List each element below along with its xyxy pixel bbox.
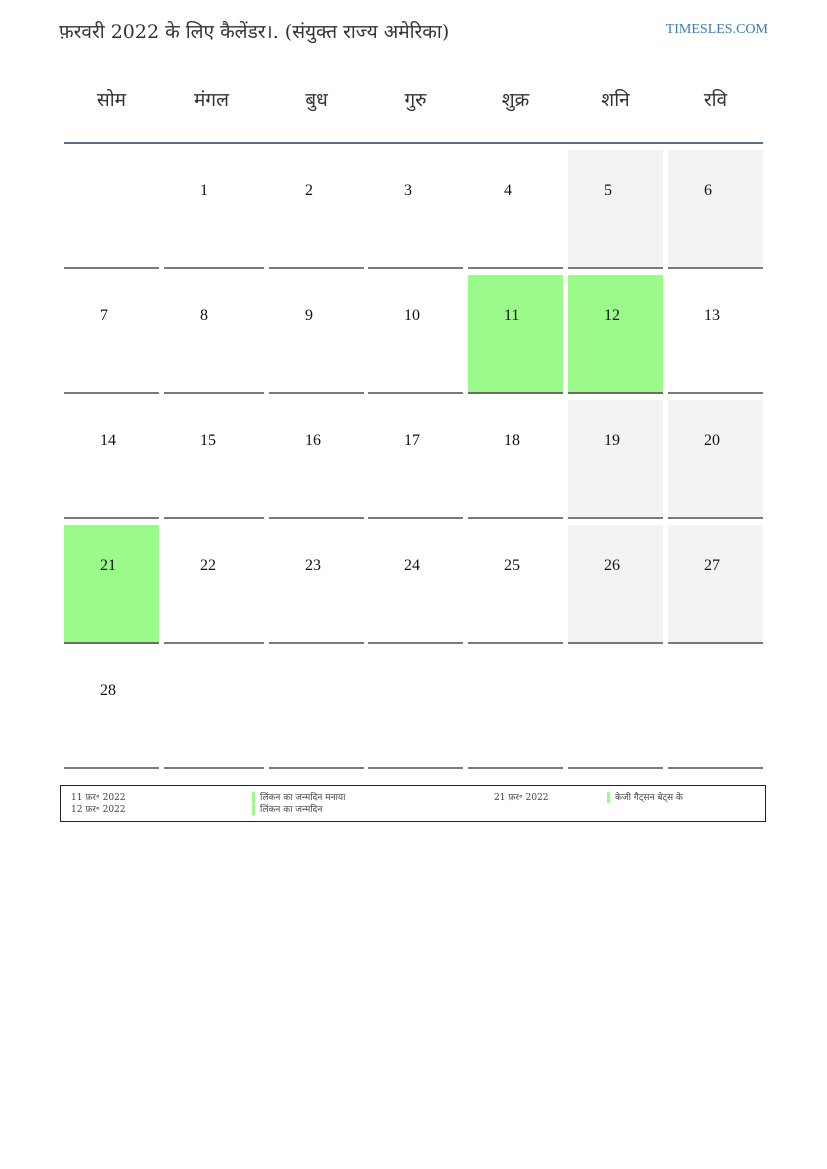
legend-date: 12 फ़र॰ 2022 <box>71 805 126 815</box>
holiday-color-swatch <box>252 792 255 803</box>
day-number: 19 <box>604 432 620 449</box>
calendar-empty-cell <box>269 650 364 769</box>
calendar-empty-cell <box>64 150 159 269</box>
calendar-day-cell[interactable] <box>468 150 563 269</box>
calendar-day-cell[interactable] <box>668 150 763 269</box>
calendar-day-cell[interactable] <box>269 400 364 519</box>
day-number: 14 <box>100 432 116 449</box>
day-number: 17 <box>404 432 420 449</box>
calendar-day-cell[interactable] <box>269 275 364 394</box>
day-number: 10 <box>404 307 420 324</box>
calendar-day-cell[interactable] <box>468 275 563 394</box>
day-number: 24 <box>404 557 420 574</box>
legend-holiday-name: लिंकन का जन्मदिन <box>260 805 323 815</box>
calendar-day-cell[interactable] <box>64 650 159 769</box>
day-number: 21 <box>100 557 116 574</box>
calendar-empty-cell <box>668 650 763 769</box>
calendar-day-cell[interactable] <box>568 525 663 644</box>
day-number: 13 <box>704 307 720 324</box>
day-number: 11 <box>504 307 520 324</box>
header-divider <box>64 142 763 144</box>
day-number: 5 <box>604 182 612 199</box>
calendar-day-cell[interactable] <box>368 525 463 644</box>
day-number: 22 <box>200 557 216 574</box>
calendar-day-cell[interactable] <box>64 525 159 644</box>
holiday-legend <box>60 785 766 822</box>
weekday-mon: सोम <box>96 89 127 111</box>
calendar-day-cell[interactable] <box>164 275 264 394</box>
calendar-day-cell[interactable] <box>164 150 264 269</box>
legend-holiday-name: केजी गैट्सन बेट्स के <box>615 793 683 803</box>
calendar-day-cell[interactable] <box>668 275 763 394</box>
calendar-day-cell[interactable] <box>468 525 563 644</box>
calendar-day-cell[interactable] <box>668 400 763 519</box>
holiday-color-swatch <box>252 804 255 815</box>
day-number: 28 <box>100 682 116 699</box>
calendar-day-cell[interactable] <box>368 150 463 269</box>
calendar-day-cell[interactable] <box>64 400 159 519</box>
day-number: 12 <box>604 307 620 324</box>
holiday-color-swatch <box>607 792 610 803</box>
calendar-day-cell[interactable] <box>568 275 663 394</box>
day-number: 25 <box>504 557 520 574</box>
calendar-empty-cell <box>368 650 463 769</box>
weekday-sun: रवि <box>703 89 728 111</box>
legend-holiday-name: लिंकन का जन्मदिन मनाया <box>260 793 346 803</box>
day-number: 2 <box>305 182 313 199</box>
site-link[interactable]: TIMESLES.COM <box>665 22 768 37</box>
day-number: 9 <box>305 307 313 324</box>
calendar-day-cell[interactable] <box>568 150 663 269</box>
weekday-tue: मंगल <box>194 89 229 111</box>
calendar-day-cell[interactable] <box>64 275 159 394</box>
day-number: 26 <box>604 557 620 574</box>
calendar-day-cell[interactable] <box>269 525 364 644</box>
weekday-header-row <box>64 86 763 142</box>
legend-date: 11 फ़र॰ 2022 <box>71 793 126 803</box>
calendar-day-cell[interactable] <box>568 400 663 519</box>
calendar-day-cell[interactable] <box>468 400 563 519</box>
day-number: 27 <box>704 557 720 574</box>
day-number: 4 <box>504 182 512 199</box>
weekday-thu: गुरु <box>404 89 427 111</box>
day-number: 7 <box>100 307 108 324</box>
page-title: फ़रवरी 2022 के लिए कैलेंडर।. (संयुक्त राज्य अमेरिका) <box>59 21 450 43</box>
legend-date: 21 फ़र॰ 2022 <box>494 793 549 803</box>
day-number: 15 <box>200 432 216 449</box>
calendar-day-cell[interactable] <box>164 525 264 644</box>
day-number: 8 <box>200 307 208 324</box>
calendar-day-cell[interactable] <box>368 400 463 519</box>
day-number: 18 <box>504 432 520 449</box>
calendar-empty-cell <box>164 650 264 769</box>
weekday-sat: शनि <box>601 89 630 111</box>
calendar-day-cell[interactable] <box>164 400 264 519</box>
calendar-day-cell[interactable] <box>368 275 463 394</box>
calendar-day-cell[interactable] <box>668 525 763 644</box>
day-number: 20 <box>704 432 720 449</box>
weekday-fri: शुक्र <box>501 89 530 111</box>
day-number: 3 <box>404 182 412 199</box>
calendar-day-cell[interactable] <box>269 150 364 269</box>
day-number: 23 <box>305 557 321 574</box>
day-number: 6 <box>704 182 712 199</box>
calendar-empty-cell <box>568 650 663 769</box>
day-number: 16 <box>305 432 321 449</box>
calendar-empty-cell <box>468 650 563 769</box>
weekday-wed: बुध <box>305 89 328 111</box>
day-number: 1 <box>200 182 208 199</box>
